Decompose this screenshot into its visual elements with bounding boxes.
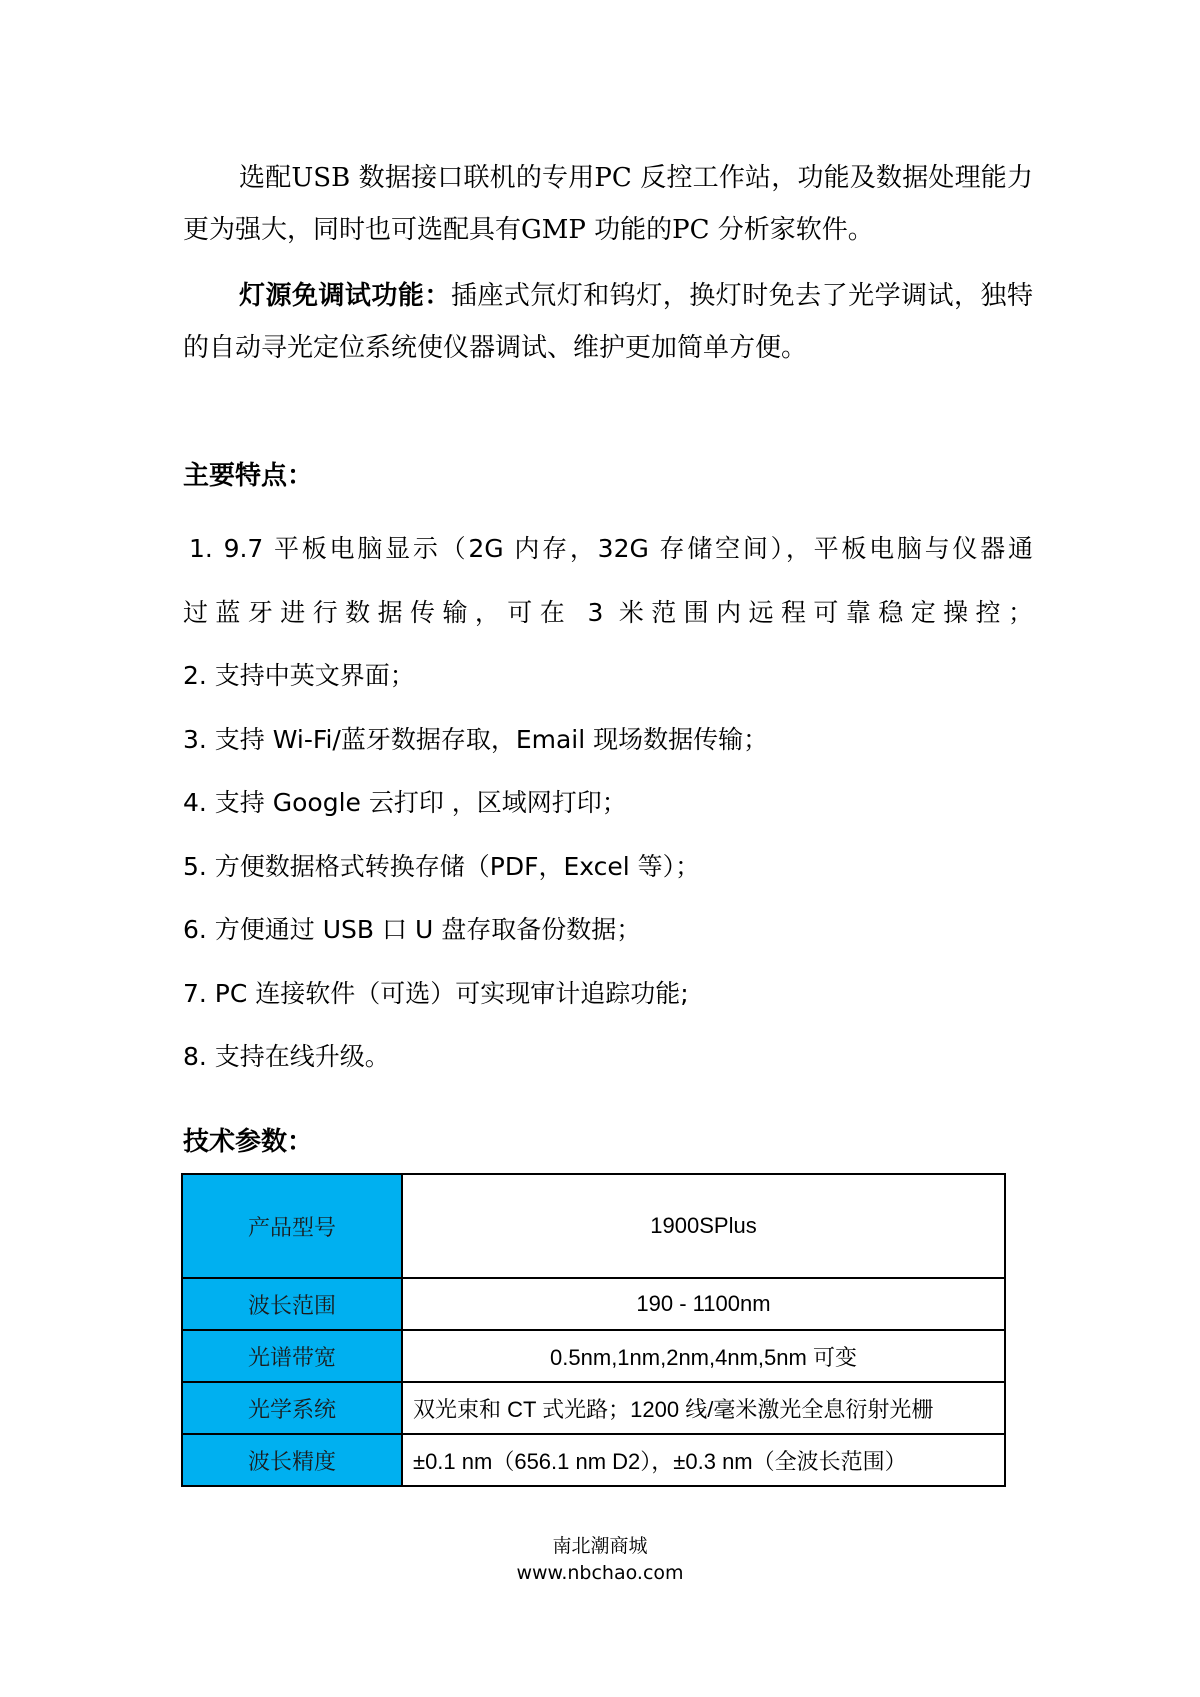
spec-row-bandwidth — [182, 1330, 1005, 1382]
footer-website: www.nbchao.com — [516, 1562, 684, 1584]
intro-paragraph-text: 选配USB 数据接口联机的专用PC 反控工作站，功能及数据处理能力更为强大，同时也可选配具有GMP 功能的PC 分析家软件。 — [183, 163, 1033, 245]
specs-heading: 技术参数： — [183, 1127, 314, 1157]
feature-item-1-line-1: 1. 9.7 平板电脑显示（2G 内存，32G 存储空间），平板电脑与仪器通 — [189, 534, 1033, 563]
feature-item-7: 7. PC 连接软件（可选）可实现审计追踪功能; — [183, 978, 689, 1008]
feature-list — [183, 517, 1033, 1089]
feature-item-2: 2. 支持中英文界面； — [183, 661, 415, 690]
light-source-text: 插座式氘灯和钨灯，换灯时免去了光学调试，独特的自动寻光定位系统使仪器调试、维护更加简单方便。 — [183, 281, 1033, 363]
spec-row-wavelength-accuracy — [182, 1434, 1005, 1486]
intro-paragraph — [183, 152, 1033, 256]
spec-value-bandwidth: 0.5nm,1nm,2nm,4nm,5nm 可变 — [402, 1330, 1005, 1382]
feature-item-1 — [183, 517, 1033, 644]
feature-item-1-line-2: 过蓝牙进行数据传输，可在 3 米范围内远程可靠稳定操控； — [183, 597, 1033, 627]
spec-table — [181, 1173, 1006, 1487]
spec-value-model: 1900SPlus — [402, 1174, 1005, 1278]
spec-row-wavelength-range — [182, 1278, 1005, 1330]
footer-company: 南北潮商城 — [552, 1535, 648, 1557]
spec-label-wavelength-accuracy: 波长精度 — [182, 1434, 402, 1486]
spec-row-optical-system — [182, 1382, 1005, 1434]
feature-item-4: 4. 支持 Google 云打印 ，区域网打印； — [183, 788, 627, 817]
feature-item-8: 8. 支持在线升级。 — [183, 1042, 390, 1071]
spec-label-optical-system: 光学系统 — [182, 1382, 402, 1434]
spec-value-wavelength-accuracy: ±0.1 nm（656.1 nm D2），±0.3 nm（全波长范围） — [402, 1434, 1005, 1486]
feature-item-3: 3. 支持 Wi-Fi/蓝牙数据存取，Email 现场数据传输； — [183, 724, 769, 754]
light-source-paragraph — [183, 270, 1033, 374]
spec-label-bandwidth: 光谱带宽 — [182, 1330, 402, 1382]
spec-label-wavelength-range: 波长范围 — [182, 1278, 402, 1330]
feature-item-5: 5. 方便数据格式转换存储（PDF，Excel 等）； — [183, 851, 701, 881]
spec-value-wavelength-range: 190 - 1100nm — [402, 1278, 1005, 1330]
features-heading: 主要特点： — [183, 461, 314, 491]
feature-item-6: 6. 方便通过 USB 口 U 盘存取备份数据； — [183, 915, 642, 944]
light-source-lead: 灯源免调试功能： — [239, 281, 451, 311]
spec-row-model — [182, 1174, 1005, 1278]
spec-label-model: 产品型号 — [182, 1174, 402, 1278]
spec-value-optical-system: 双光束和 CT 式光路；1200 线/毫米激光全息衍射光栅 — [402, 1382, 1005, 1434]
